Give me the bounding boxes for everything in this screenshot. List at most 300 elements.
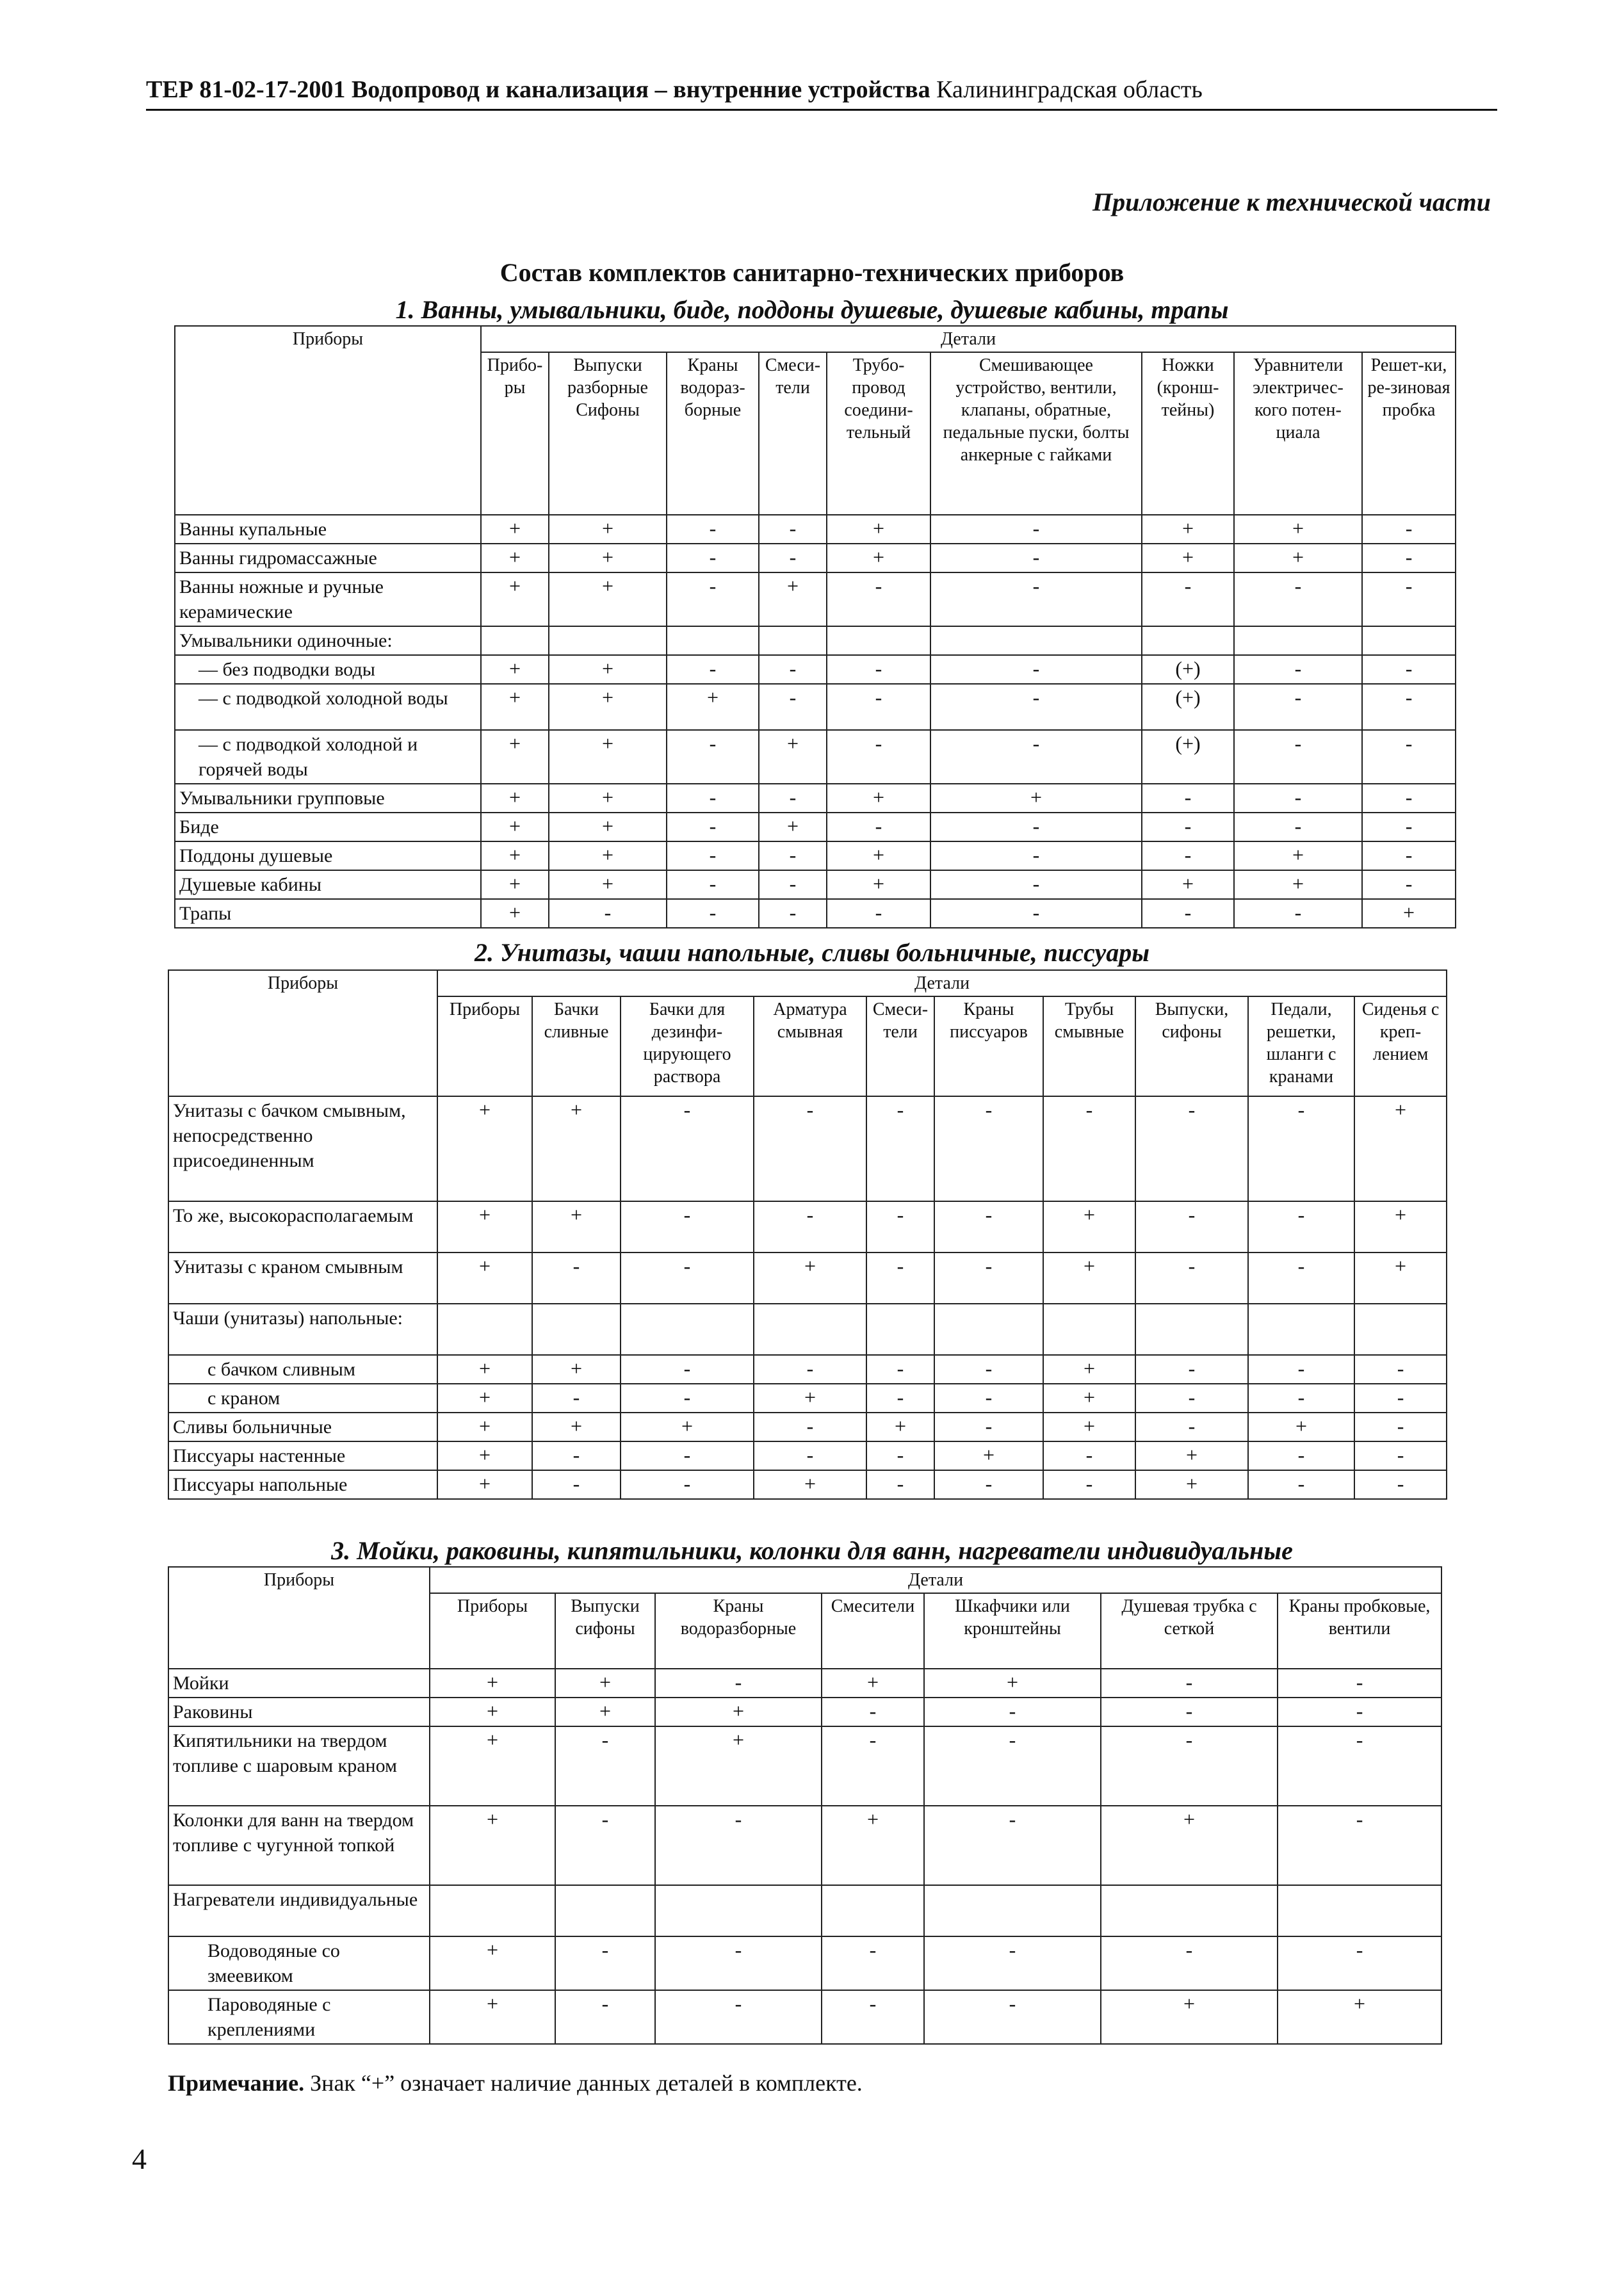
cell-value: - [1278, 1936, 1441, 1990]
cell-value: - [759, 899, 827, 928]
cell-value: - [930, 730, 1142, 784]
cell-value [655, 1885, 822, 1936]
cell-value: + [934, 1441, 1043, 1470]
table-row [168, 1885, 1441, 1936]
cell-value: - [667, 544, 759, 572]
table-row [168, 1304, 1447, 1355]
cell-value: - [934, 1413, 1043, 1441]
cell-value: + [1142, 544, 1234, 572]
table-row [168, 1096, 1447, 1201]
cell-value: - [1354, 1441, 1447, 1470]
cell-value: + [549, 515, 667, 544]
cell-value: + [437, 1355, 532, 1384]
cell-value: - [754, 1441, 866, 1470]
cell-value: + [1043, 1413, 1135, 1441]
header-cell: Бачки сливные [532, 996, 621, 1096]
cell-value: - [1142, 899, 1234, 928]
table-row [175, 655, 1456, 684]
cell-value: + [1043, 1253, 1135, 1304]
cell-value: + [754, 1470, 866, 1499]
row-label: — с подводкой холодной и горячей воды [175, 730, 481, 784]
cell-value: - [924, 1806, 1101, 1885]
cell-value: + [1043, 1201, 1135, 1253]
cell-value: - [822, 1698, 924, 1726]
table-row [168, 1413, 1447, 1441]
cell-value: - [1362, 813, 1456, 841]
cell-value [754, 1304, 866, 1355]
cell-value: - [1043, 1441, 1135, 1470]
header-cell: Выпуски сифоны [555, 1593, 655, 1669]
col-devices: Приборы [175, 326, 481, 515]
row-label: Мойки [168, 1669, 430, 1698]
table-row [175, 572, 1456, 626]
cell-value: - [667, 870, 759, 899]
cell-value: + [827, 784, 930, 813]
header-cell: Шкафчики или кронштейны [924, 1593, 1101, 1669]
header-cell: Краны водораз-борные [667, 352, 759, 515]
cell-value: + [430, 1990, 555, 2044]
cell-value [759, 626, 827, 655]
cell-value: - [667, 655, 759, 684]
cell-value: + [481, 684, 549, 730]
row-label: Ванны купальные [175, 515, 481, 544]
row-label: Сливы больничные [168, 1413, 437, 1441]
cell-value: - [532, 1253, 621, 1304]
cell-value: - [930, 684, 1142, 730]
row-label: То же, высокорасполагаемым [168, 1201, 437, 1253]
header-cell: Прибо-ры [481, 352, 549, 515]
cell-value: - [555, 1726, 655, 1806]
cell-value: - [555, 1936, 655, 1990]
cell-value: - [532, 1441, 621, 1470]
cell-value: (+) [1142, 730, 1234, 784]
cell-value: + [1043, 1355, 1135, 1384]
cell-value: + [437, 1470, 532, 1499]
cell-value: + [1101, 1806, 1278, 1885]
header-cell: Приборы [430, 1593, 555, 1669]
cell-value: + [549, 684, 667, 730]
cell-value: + [822, 1806, 924, 1885]
table-row [168, 1990, 1441, 2044]
doc-region: Калининградская область [936, 76, 1203, 103]
cell-value: + [1142, 515, 1234, 544]
cell-value: + [1234, 841, 1362, 870]
table-row [168, 1698, 1441, 1726]
cell-value: - [1101, 1726, 1278, 1806]
cell-value [822, 1885, 924, 1936]
cell-value: + [1234, 544, 1362, 572]
cell-value: - [934, 1384, 1043, 1413]
table-section-1 [174, 325, 1456, 928]
header-cell: Уравнители электричес-кого потен-циала [1234, 352, 1362, 515]
cell-value: - [1135, 1355, 1248, 1384]
cell-value: + [1234, 515, 1362, 544]
cell-value: - [934, 1201, 1043, 1253]
col-devices: Приборы [168, 1567, 430, 1669]
header-cell: Краны писсуаров [934, 996, 1043, 1096]
cell-value: + [759, 572, 827, 626]
cell-value: + [655, 1698, 822, 1726]
cell-value: - [759, 870, 827, 899]
cell-value: - [1248, 1470, 1354, 1499]
cell-value: + [481, 813, 549, 841]
row-label: Биде [175, 813, 481, 841]
table-row [175, 870, 1456, 899]
cell-value [667, 626, 759, 655]
cell-value: - [1278, 1669, 1441, 1698]
cell-value: - [924, 1990, 1101, 2044]
header-cell: Выпуски, сифоны [1135, 996, 1248, 1096]
cell-value: + [555, 1669, 655, 1698]
section-2-title: 2. Унитазы, чаши напольные, сливы больничные, писсуары [474, 938, 1150, 967]
cell-value: - [1234, 684, 1362, 730]
table-section-2 [168, 969, 1447, 1500]
cell-value: + [549, 841, 667, 870]
col-devices: Приборы [168, 970, 437, 1096]
cell-value: + [549, 813, 667, 841]
cell-value: + [532, 1096, 621, 1201]
cell-value: - [866, 1470, 934, 1499]
cell-value: + [549, 655, 667, 684]
cell-value [1248, 1304, 1354, 1355]
cell-value: - [759, 544, 827, 572]
cell-value: + [437, 1413, 532, 1441]
header-cell: Смеси-тели [759, 352, 827, 515]
cell-value: - [1248, 1253, 1354, 1304]
table-row [168, 1355, 1447, 1384]
header-cell: Приборы [437, 996, 532, 1096]
cell-value: + [1354, 1096, 1447, 1201]
header-cell: Решет-ки, ре-зиновая пробка [1362, 352, 1456, 515]
table-row [175, 899, 1456, 928]
table-row [168, 1726, 1441, 1806]
cell-value: + [549, 784, 667, 813]
note-text: Знак “+” означает наличие данных деталей в комплекте. [310, 2070, 863, 2096]
row-label: Колонки для ванн на твердом топливе с чугунной топкой [168, 1806, 430, 1885]
table-row [168, 1201, 1447, 1253]
cell-value [930, 626, 1142, 655]
cell-value: + [827, 544, 930, 572]
table-row [168, 1806, 1441, 1885]
cell-value: + [621, 1413, 754, 1441]
header-cell: Смешивающее устройство, вентили, клапаны, обратные, педальные пуски, болты анкерные с гайками [930, 352, 1142, 515]
cell-value: - [866, 1441, 934, 1470]
cell-value: - [1248, 1355, 1354, 1384]
row-label: Ванны ножные и ручные керамические [175, 572, 481, 626]
cell-value: + [430, 1698, 555, 1726]
cell-value: - [655, 1936, 822, 1990]
cell-value: - [1362, 870, 1456, 899]
cell-value [1142, 626, 1234, 655]
cell-value: + [759, 730, 827, 784]
cell-value: + [430, 1806, 555, 1885]
cell-value: - [532, 1384, 621, 1413]
section-3-title: 3. Мойки, раковины, кипятильники, колонки для ванн, нагреватели индивидуальные [331, 1536, 1293, 1565]
cell-value: - [759, 655, 827, 684]
header-cell: Смесители [822, 1593, 924, 1669]
cell-value: - [621, 1096, 754, 1201]
main-title: Состав комплектов санитарно-технических приборов [499, 258, 1125, 287]
cell-value: - [655, 1669, 822, 1698]
table-row [175, 784, 1456, 813]
table-row [168, 1470, 1447, 1499]
cell-value: + [1234, 870, 1362, 899]
cell-value: - [667, 515, 759, 544]
page-header [146, 76, 1497, 111]
cell-value [1278, 1885, 1441, 1936]
cell-value: + [924, 1669, 1101, 1698]
cell-value: - [822, 1936, 924, 1990]
cell-value: - [1248, 1201, 1354, 1253]
row-label: Писсуары настенные [168, 1441, 437, 1470]
cell-value: - [1135, 1201, 1248, 1253]
cell-value: + [1135, 1441, 1248, 1470]
header-cell: Трубы смывные [1043, 996, 1135, 1096]
cell-value [1135, 1304, 1248, 1355]
cell-value: - [924, 1698, 1101, 1726]
cell-value: + [930, 784, 1142, 813]
cell-value: + [1354, 1201, 1447, 1253]
section-3-body [168, 1669, 1441, 2044]
cell-value: - [532, 1470, 621, 1499]
cell-value: + [437, 1201, 532, 1253]
cell-value: + [481, 730, 549, 784]
cell-value: - [1278, 1726, 1441, 1806]
cell-value [866, 1304, 934, 1355]
cell-value: - [655, 1990, 822, 2044]
table-row [175, 684, 1456, 730]
header-cell: Бачки для дезинфи-цирующего раствора [621, 996, 754, 1096]
section-1-body [175, 515, 1456, 928]
cell-value: + [827, 841, 930, 870]
cell-value: - [759, 515, 827, 544]
row-label: Ванны гидромассажные [175, 544, 481, 572]
cell-value: - [759, 841, 827, 870]
header-cell: Трубо-провод соедини-тельный [827, 352, 930, 515]
cell-value: - [621, 1441, 754, 1470]
cell-value: - [930, 899, 1142, 928]
section-1-title: 1. Ванны, умывальники, биде, поддоны душевые, душевые кабины, трапы [395, 295, 1229, 324]
cell-value: - [866, 1355, 934, 1384]
cell-value: - [827, 655, 930, 684]
cell-value: - [827, 730, 930, 784]
header-cell: Краны водоразборные [655, 1593, 822, 1669]
table-row [168, 1669, 1441, 1698]
cell-value: + [667, 684, 759, 730]
cell-value: - [655, 1806, 822, 1885]
header-cell: Краны пробковые, вентили [1278, 1593, 1441, 1669]
cell-value: - [1362, 515, 1456, 544]
cell-value: + [430, 1669, 555, 1698]
cell-value: + [481, 544, 549, 572]
cell-value: - [1248, 1441, 1354, 1470]
cell-value [1362, 626, 1456, 655]
cell-value: + [437, 1384, 532, 1413]
cell-value: + [430, 1726, 555, 1806]
cell-value: - [1362, 784, 1456, 813]
cell-value: - [754, 1201, 866, 1253]
table-row [168, 1253, 1447, 1304]
cell-value: - [1101, 1936, 1278, 1990]
cell-value: + [430, 1936, 555, 1990]
page-number: 4 [132, 2143, 147, 2175]
table-row [175, 841, 1456, 870]
cell-value: - [1354, 1384, 1447, 1413]
cell-value: - [1135, 1384, 1248, 1413]
cell-value: - [1354, 1355, 1447, 1384]
row-label: Кипятильники на твердом топливе с шаровым краном [168, 1726, 430, 1806]
cell-value: - [754, 1096, 866, 1201]
cell-value: - [930, 515, 1142, 544]
row-label: Писсуары напольные [168, 1470, 437, 1499]
row-label: Нагреватели индивидуальные [168, 1885, 430, 1936]
table-row [168, 1936, 1441, 1990]
table-row [175, 626, 1456, 655]
cell-value [549, 626, 667, 655]
cell-value [827, 626, 930, 655]
cell-value [1043, 1304, 1135, 1355]
cell-value: - [621, 1253, 754, 1304]
cell-value: - [667, 841, 759, 870]
cell-value: - [1135, 1096, 1248, 1201]
cell-value: - [1043, 1470, 1135, 1499]
cell-value: + [481, 655, 549, 684]
doc-title: Водопровод и канализация – внутренние устройства [351, 76, 930, 103]
cell-value: + [481, 784, 549, 813]
cell-value: + [1101, 1990, 1278, 2044]
table-row [175, 813, 1456, 841]
cell-value: - [621, 1470, 754, 1499]
cell-value: + [481, 515, 549, 544]
cell-value [1101, 1885, 1278, 1936]
col-details: Детали [481, 326, 1456, 352]
cell-value: - [866, 1201, 934, 1253]
cell-value: + [759, 813, 827, 841]
cell-value: - [827, 572, 930, 626]
cell-value: - [1362, 841, 1456, 870]
cell-value: - [1362, 655, 1456, 684]
cell-value: - [1142, 572, 1234, 626]
cell-value: - [759, 784, 827, 813]
cell-value: + [481, 841, 549, 870]
row-label: Умывальники групповые [175, 784, 481, 813]
cell-value: - [930, 870, 1142, 899]
appendix-label: Приложение к технической части [1092, 188, 1491, 216]
cell-value: - [1234, 813, 1362, 841]
cell-value: - [1135, 1413, 1248, 1441]
cell-value: + [827, 870, 930, 899]
cell-value: - [1248, 1384, 1354, 1413]
row-label: с бачком сливным [168, 1355, 437, 1384]
cell-value: - [1362, 572, 1456, 626]
header-cell: Выпуски разборные Сифоны [549, 352, 667, 515]
table-row [175, 730, 1456, 784]
cell-value: + [481, 870, 549, 899]
table-row [168, 1441, 1447, 1470]
cell-value: - [866, 1096, 934, 1201]
cell-value: + [1248, 1413, 1354, 1441]
cell-value [934, 1304, 1043, 1355]
cell-value: - [555, 1990, 655, 2044]
cell-value: - [1234, 784, 1362, 813]
cell-value: + [1278, 1990, 1441, 2044]
cell-value: + [827, 515, 930, 544]
header-cell: Смеси-тели [866, 996, 934, 1096]
header-cell: Сиденья с креп-лением [1354, 996, 1447, 1096]
cell-value: (+) [1142, 655, 1234, 684]
cell-value: - [827, 899, 930, 928]
table-row [168, 1384, 1447, 1413]
table-row [175, 515, 1456, 544]
cell-value: (+) [1142, 684, 1234, 730]
cell-value: + [549, 730, 667, 784]
cell-value: - [822, 1726, 924, 1806]
cell-value: + [1354, 1253, 1447, 1304]
cell-value: - [934, 1253, 1043, 1304]
row-label: Раковины [168, 1698, 430, 1726]
cell-value: + [437, 1253, 532, 1304]
cell-value: - [1101, 1669, 1278, 1698]
header-cell: Ножки (кронш-тейны) [1142, 352, 1234, 515]
row-label: Унитазы с краном смывным [168, 1253, 437, 1304]
cell-value: - [1101, 1698, 1278, 1726]
cell-value: - [1362, 684, 1456, 730]
cell-value: + [1362, 899, 1456, 928]
cell-value: - [621, 1384, 754, 1413]
cell-value: - [866, 1253, 934, 1304]
cell-value: - [1142, 841, 1234, 870]
header-cell: Душевая трубка с сеткой [1101, 1593, 1278, 1669]
cell-value: - [667, 784, 759, 813]
cell-value: - [866, 1384, 934, 1413]
cell-value: - [759, 684, 827, 730]
table-section-3 [168, 1566, 1442, 2045]
cell-value: + [481, 572, 549, 626]
cell-value [532, 1304, 621, 1355]
cell-value: + [437, 1096, 532, 1201]
cell-value: - [934, 1470, 1043, 1499]
cell-value: + [437, 1441, 532, 1470]
cell-value: - [1135, 1253, 1248, 1304]
table-row [175, 544, 1456, 572]
cell-value: - [1234, 899, 1362, 928]
row-label: Душевые кабины [175, 870, 481, 899]
cell-value: - [621, 1355, 754, 1384]
cell-value: + [1142, 870, 1234, 899]
cell-value: - [822, 1990, 924, 2044]
cell-value: - [667, 813, 759, 841]
footnote [168, 2070, 863, 2096]
cell-value: - [1234, 730, 1362, 784]
cell-value: + [822, 1669, 924, 1698]
note-label: Примечание. [168, 2070, 305, 2096]
cell-value: + [655, 1726, 822, 1806]
cell-value [430, 1885, 555, 1936]
cell-value: + [532, 1413, 621, 1441]
cell-value [924, 1885, 1101, 1936]
cell-value: + [1135, 1470, 1248, 1499]
cell-value: - [827, 684, 930, 730]
row-label: Унитазы с бачком смывным, непосредственно присоединенным [168, 1096, 437, 1201]
cell-value [621, 1304, 754, 1355]
cell-value: - [934, 1096, 1043, 1201]
cell-value: + [549, 870, 667, 899]
cell-value [481, 626, 549, 655]
cell-value: - [1354, 1413, 1447, 1441]
row-label: Пароводяные с креплениями [168, 1990, 430, 2044]
cell-value: + [866, 1413, 934, 1441]
cell-value [1234, 626, 1362, 655]
